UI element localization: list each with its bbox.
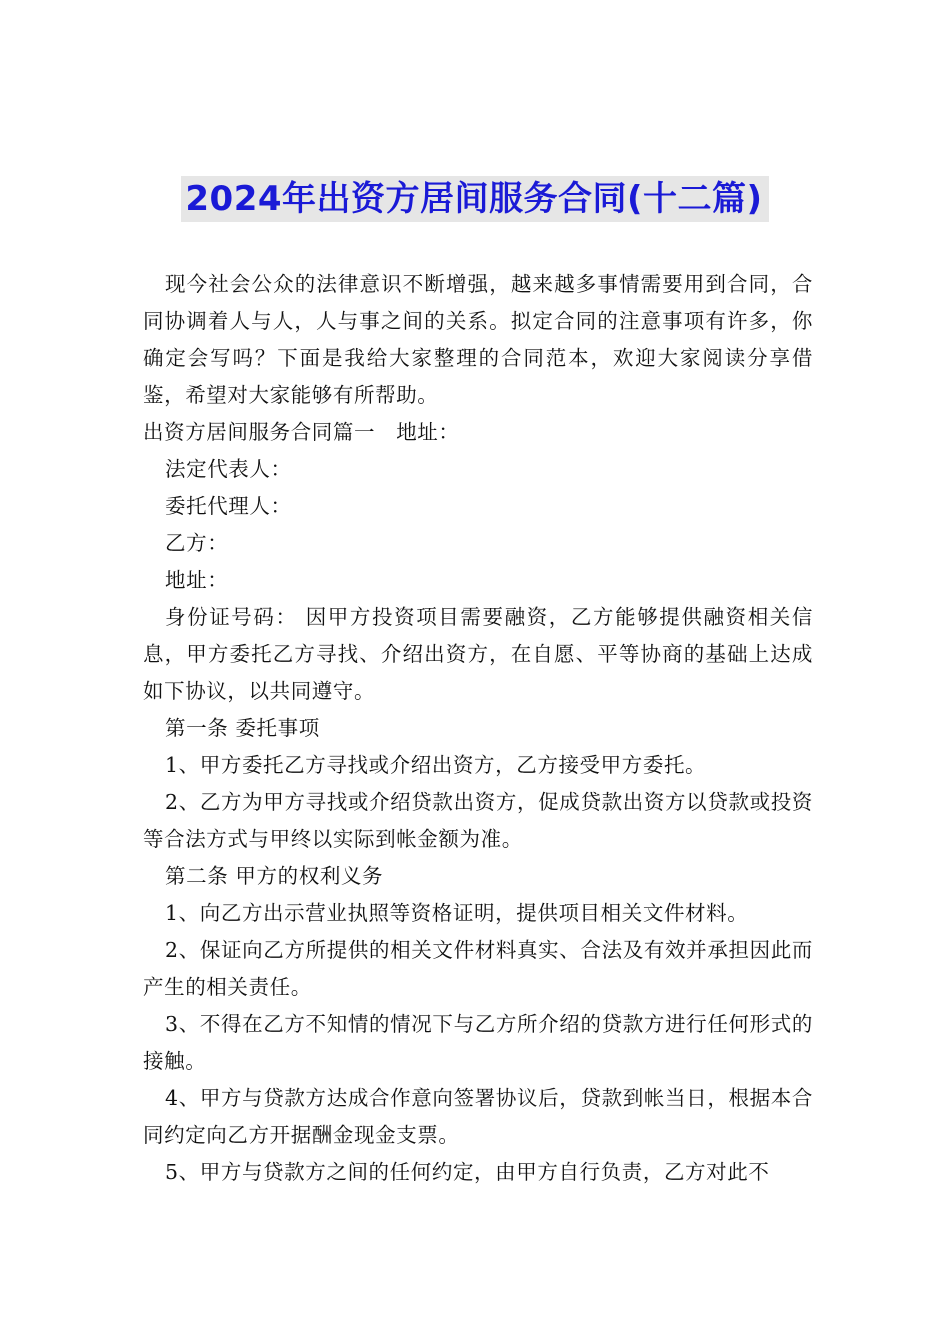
- clause-item: 3、不得在乙方不知情的情况下与乙方所介绍的贷款方进行任何形式的接触。: [143, 1012, 813, 1073]
- clause-item: 2、乙方为甲方寻找或介绍贷款出资方，促成贷款出资方以贷款或投资等合法方式与甲终以实际到帐金额为准。: [143, 790, 813, 851]
- field-address: 地址：: [165, 568, 229, 592]
- document-title: 2024年出资方居间服务合同(十二篇): [181, 176, 768, 222]
- clause-item: 1、向乙方出示营业执照等资格证明，提供项目相关文件材料。: [165, 901, 749, 925]
- section-heading: 出资方居间服务合同篇一 地址：: [143, 420, 460, 444]
- clause-item: 5、甲方与贷款方之间的任何约定，由甲方自行负责，乙方对此不: [165, 1160, 770, 1184]
- article-heading: 第一条 委托事项: [165, 716, 320, 740]
- clause-item: 2、保证向乙方所提供的相关文件材料真实、合法及有效并承担因此而产生的相关责任。: [143, 938, 813, 999]
- title-area: [0, 176, 950, 222]
- preamble-paragraph: 身份证号码： 因甲方投资项目需要融资，乙方能够提供融资相关信息，甲方委托乙方寻找、介绍出资方，在自愿、平等协商的基础上达成如下协议，以共同遵守。: [143, 605, 813, 703]
- article-heading: 第二条 甲方的权利义务: [165, 864, 384, 888]
- intro-paragraph: 现今社会公众的法律意识不断增强，越来越多事情需要用到合同，合同协调着人与人，人与事之间的关系。拟定合同的注意事项有许多，你确定会写吗？下面是我给大家整理的合同范本，欢迎大家阅读分享借鉴，希望对大家能够有所帮助。: [143, 272, 813, 407]
- clause-item: 1、甲方委托乙方寻找或介绍出资方，乙方接受甲方委托。: [165, 753, 707, 777]
- field-authorized-agent: 委托代理人：: [165, 494, 292, 518]
- document-body: [143, 266, 813, 1191]
- field-party-b: 乙方：: [165, 531, 229, 555]
- field-legal-representative: 法定代表人：: [165, 457, 292, 481]
- clause-item: 4、甲方与贷款方达成合作意向签署协议后，贷款到帐当日，根据本合同约定向乙方开据酬金现金支票。: [143, 1086, 813, 1147]
